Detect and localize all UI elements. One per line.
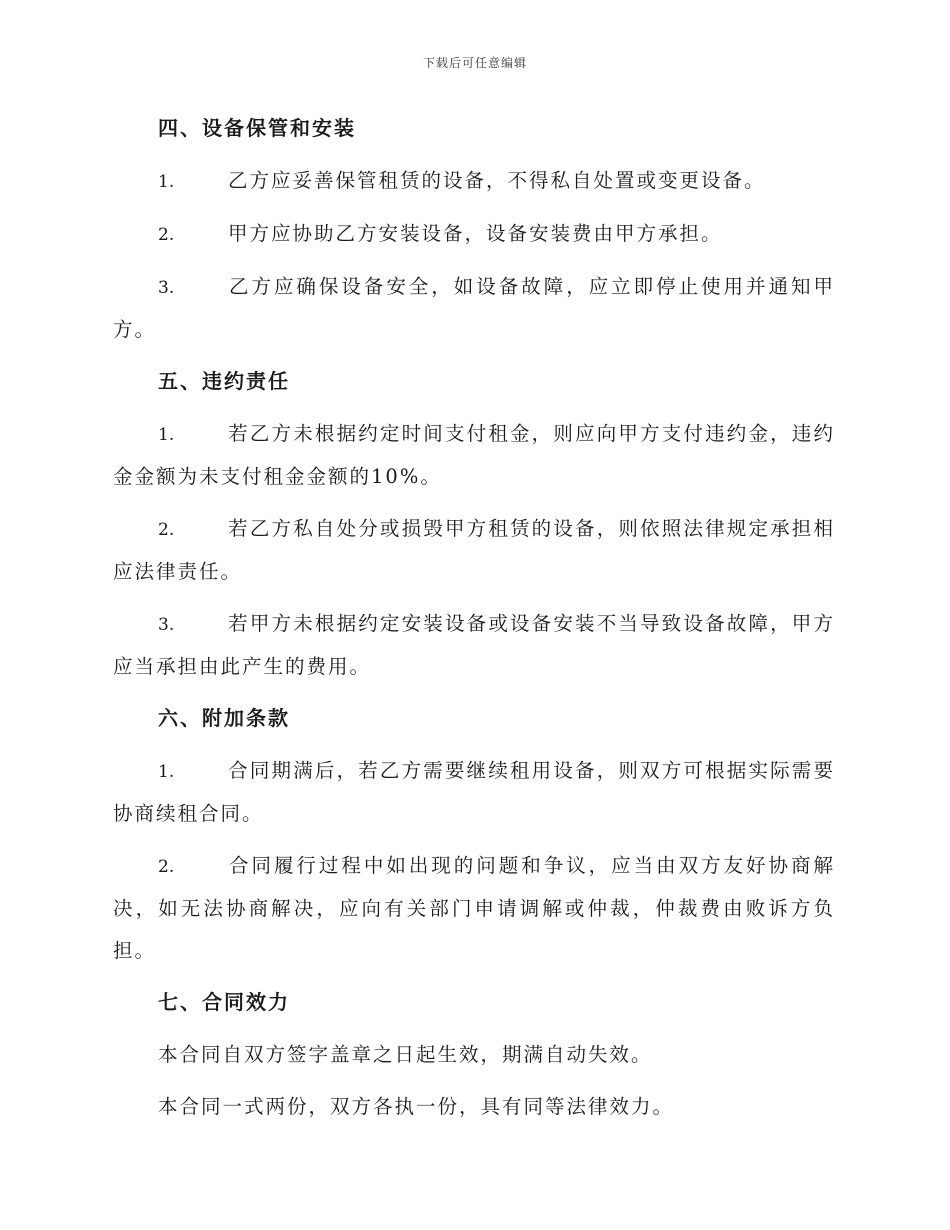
clause-number: 1. [158, 762, 175, 782]
clause-text: 乙方应确保设备安全，如设备故障，应立即停止使用并通知甲方。 [113, 275, 835, 341]
clause-number: 2. [158, 225, 175, 245]
clause-text: 合同期满后，若乙方需要继续租用设备，则双方可根据实际需要协商续租合同。 [113, 759, 835, 825]
document-body [113, 108, 835, 1138]
clause-number: 3. [158, 615, 175, 635]
clause-text: 若甲方未根据约定安装设备或设备安装不当导致设备故障，甲方应当承担由此产生的费用。 [113, 612, 835, 678]
clause-item [113, 213, 835, 256]
section-title: 六、附加条款 [158, 706, 290, 730]
clause-item [113, 508, 835, 593]
clause-text: 若乙方未根据约定时间支付租金，则应向甲方支付违约金，违约金金额为未支付租金金额的10%。 [113, 422, 835, 488]
clause-number: 1. [158, 425, 175, 445]
header-note: 下载后可任意编辑 [422, 56, 527, 70]
clause-number: 2. [158, 857, 175, 877]
clause-number: 2. [158, 520, 175, 540]
clause-text: 甲方应协助乙方安装设备，设备安装费由甲方承担。 [228, 222, 723, 245]
paragraph: 本合同自双方签字盖章之日起生效，期满自动失效。 [158, 1043, 653, 1066]
clause-item [113, 750, 835, 835]
clause-item [113, 603, 835, 688]
clause-text: 合同履行过程中如出现的问题和争议，应当由双方友好协商解决，如无法协商解决，应向有关部门申请调解或仲裁，仲裁费由败诉方负担。 [113, 854, 835, 962]
paragraph: 本合同一式两份，双方各执一份，具有同等法律效力。 [158, 1095, 675, 1118]
clause-text: 乙方应妥善保管租赁的设备，不得私自处置或变更设备。 [228, 169, 766, 192]
section-title: 七、合同效力 [158, 990, 290, 1014]
clause-text: 若乙方私自处分或损毁甲方租赁的设备，则依照法律规定承担相应法律责任。 [113, 517, 835, 583]
clause-number: 3. [158, 278, 175, 298]
section-title: 四、设备保管和安装 [158, 116, 356, 140]
clause-number: 1. [158, 172, 175, 192]
clause-item [113, 266, 835, 351]
clause-item [113, 845, 835, 972]
section-title: 五、违约责任 [158, 369, 290, 393]
clause-item [113, 413, 835, 498]
clause-item [113, 160, 835, 203]
